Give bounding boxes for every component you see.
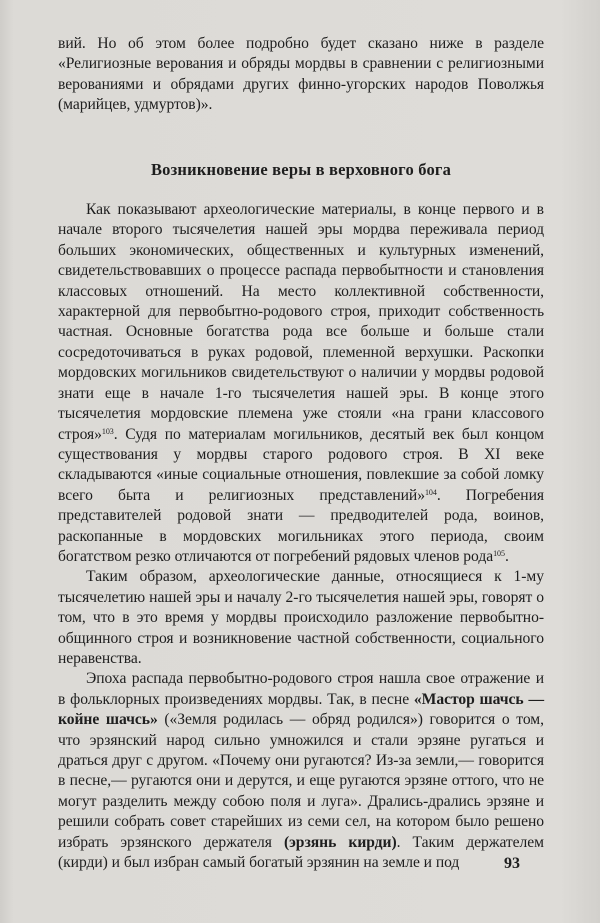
paragraph-3-part-b: («Земля родилась — обряд родился») говорится о том, что эрзянский народ сильно умножился и стали эрзяне ругаться и драться друг с другом. «Почему они ругаются? Из-за земли,— говорится в песне,— ругаются они и дерутся, и еще ругаются эрзяне оттого, что не могут разделить между собою поля и луга». Дрались-дрались эрзяне и решили собрать совет старейших из семи сел, на котором было решено избрать эрзянского держателя bbox=[58, 711, 544, 851]
paragraph-3-part-c: . Таким держателем (кирди) и был избран самый богатый эрзянин на земле и под bbox=[58, 833, 544, 872]
song-title: «Мастор шачсь — койне шачсь» bbox=[58, 690, 544, 729]
paragraph-1 bbox=[58, 200, 544, 567]
footnote-ref-104: 104 bbox=[424, 487, 437, 497]
paragraph-3 bbox=[58, 669, 544, 873]
paragraph-1-part-d: . bbox=[504, 547, 509, 565]
intro-paragraph: вий. Но об этом более подробно будет сказано ниже в разделе «Религиозные верования и обряды мордвы в сравнении с религиозными верованиями и обрядами других финно-угорских народов Поволжья (марийцев, удмуртов)». bbox=[58, 35, 544, 114]
paragraph-1-part-b: . Судя по материалам могильников, десятый век был концом существования у мордвы старого родового строя. В XI веке складываются «иные социальные отношения, повлекшие за собой ломку всего быта и религиозных представлений» bbox=[58, 425, 544, 504]
paragraph-1-part-a: Как показывают археологические материалы, в конце первого и в начале второго тысячелетия нашей эры мордва переживала период больших экономических, общественных и культурных изменений, свидетельствовавших о процессе распада первобытности и становления классовых отношений. На место коллективной собственности, характерной для первобытно-родового строя, приходит собственность частная. Основные богатства рода все больше и больше стали сосредоточиваться в руках родовой, племенной верхушки. Раскопки мордовских могильников свидетельствуют о наличии у мордвы родовой знати еще в начале 1-го тысячелетия нашей эры. В конце этого тысячелетия мордовские племена уже стояли «на грани классового строя» bbox=[58, 201, 544, 443]
footnote-ref-105: 105 bbox=[493, 548, 505, 558]
paragraph-3-part-a: Эпоха распада первобытно-родового строя нашла свое отражение и в фольклорных произведениях мордвы. Так, в песне bbox=[58, 670, 544, 708]
page-body bbox=[58, 34, 544, 873]
page-number: 93 bbox=[504, 855, 520, 872]
section-heading: Возникновение веры в верховного бога bbox=[150, 159, 452, 179]
footnote-ref-103: 103 bbox=[101, 426, 114, 436]
term-erzyan-kirdi: (эрзянь кирди) bbox=[283, 833, 397, 851]
paragraph-1-part-c: . Погребения представителей родовой знати — предводителей рода, воинов, раскопанные в мордовских могильниках этого периода, своим богатством резко отличаются от погребений рядовых членов рода bbox=[58, 486, 544, 565]
paragraph-2: Таким образом, археологические данные, относящиеся к 1-му тысячелетию нашей эры и началу 2-го тысячелетия нашей эры, говорят о том, что в это время у мордвы происходило разложение первобытно-общинного строя и возникновение частной собственности, социального неравенства. bbox=[58, 568, 544, 667]
